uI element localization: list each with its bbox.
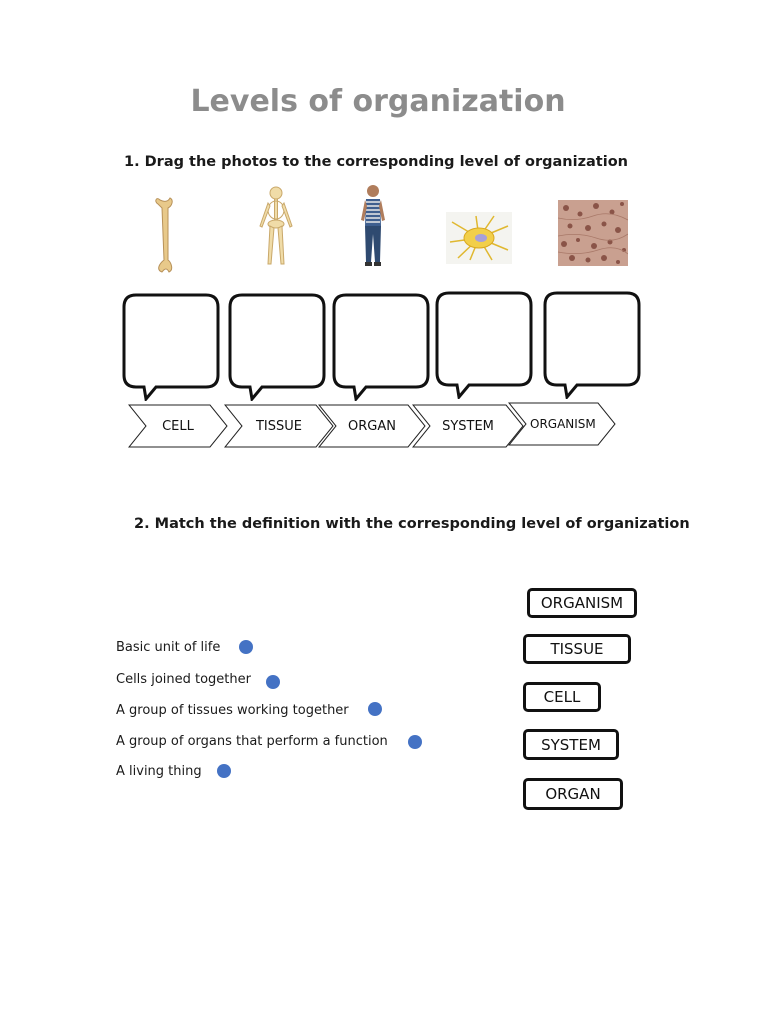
photo-tissue[interactable] (558, 200, 628, 266)
match-dot-2[interactable] (266, 675, 280, 689)
term-box-tissue[interactable]: TISSUE (523, 634, 631, 664)
level-label-cell: CELL (162, 418, 194, 434)
page-title: Levels of organization (190, 84, 566, 119)
photo-cell[interactable] (446, 212, 512, 264)
bone-icon (150, 194, 180, 276)
level-chevron-cell (128, 404, 228, 448)
drop-box-4[interactable] (435, 291, 533, 399)
skeleton-icon (256, 186, 296, 268)
level-label-system: SYSTEM (442, 418, 494, 434)
photo-bone[interactable] (150, 194, 180, 276)
match-dot-4[interactable] (408, 735, 422, 749)
tissue-icon (558, 200, 628, 266)
level-chevron-organism (508, 402, 616, 446)
term-box-system[interactable]: SYSTEM (523, 729, 619, 760)
definition-1: Basic unit of life (116, 640, 221, 655)
level-chevron-organ (318, 404, 426, 448)
drop-box-1[interactable] (122, 293, 220, 401)
drop-box-3[interactable] (332, 293, 430, 401)
drop-box-5[interactable] (543, 291, 641, 399)
photo-skeleton[interactable] (256, 186, 296, 268)
photo-person[interactable] (358, 184, 388, 268)
level-label-organism: ORGANISM (530, 417, 596, 431)
match-dot-3[interactable] (368, 702, 382, 716)
definition-5: A living thing (116, 764, 202, 779)
instruction-match: 2. Match the definition with the corresponding level of organization (134, 516, 690, 532)
term-box-organism[interactable]: ORGANISM (527, 588, 637, 618)
level-label-tissue: TISSUE (255, 418, 302, 434)
definition-4: A group of organs that perform a function (116, 734, 388, 749)
cell-icon (446, 212, 512, 264)
level-label-organ: ORGAN (348, 418, 396, 434)
match-dot-1[interactable] (239, 640, 253, 654)
definition-3: A group of tissues working together (116, 703, 349, 718)
person-icon (358, 184, 388, 268)
drop-box-2[interactable] (228, 293, 326, 401)
definition-2: Cells joined together (116, 672, 251, 687)
term-box-organ[interactable]: ORGAN (523, 778, 623, 810)
match-dot-5[interactable] (217, 764, 231, 778)
instruction-drag: 1. Drag the photos to the corresponding level of organization (124, 154, 628, 170)
term-box-cell[interactable]: CELL (523, 682, 601, 712)
